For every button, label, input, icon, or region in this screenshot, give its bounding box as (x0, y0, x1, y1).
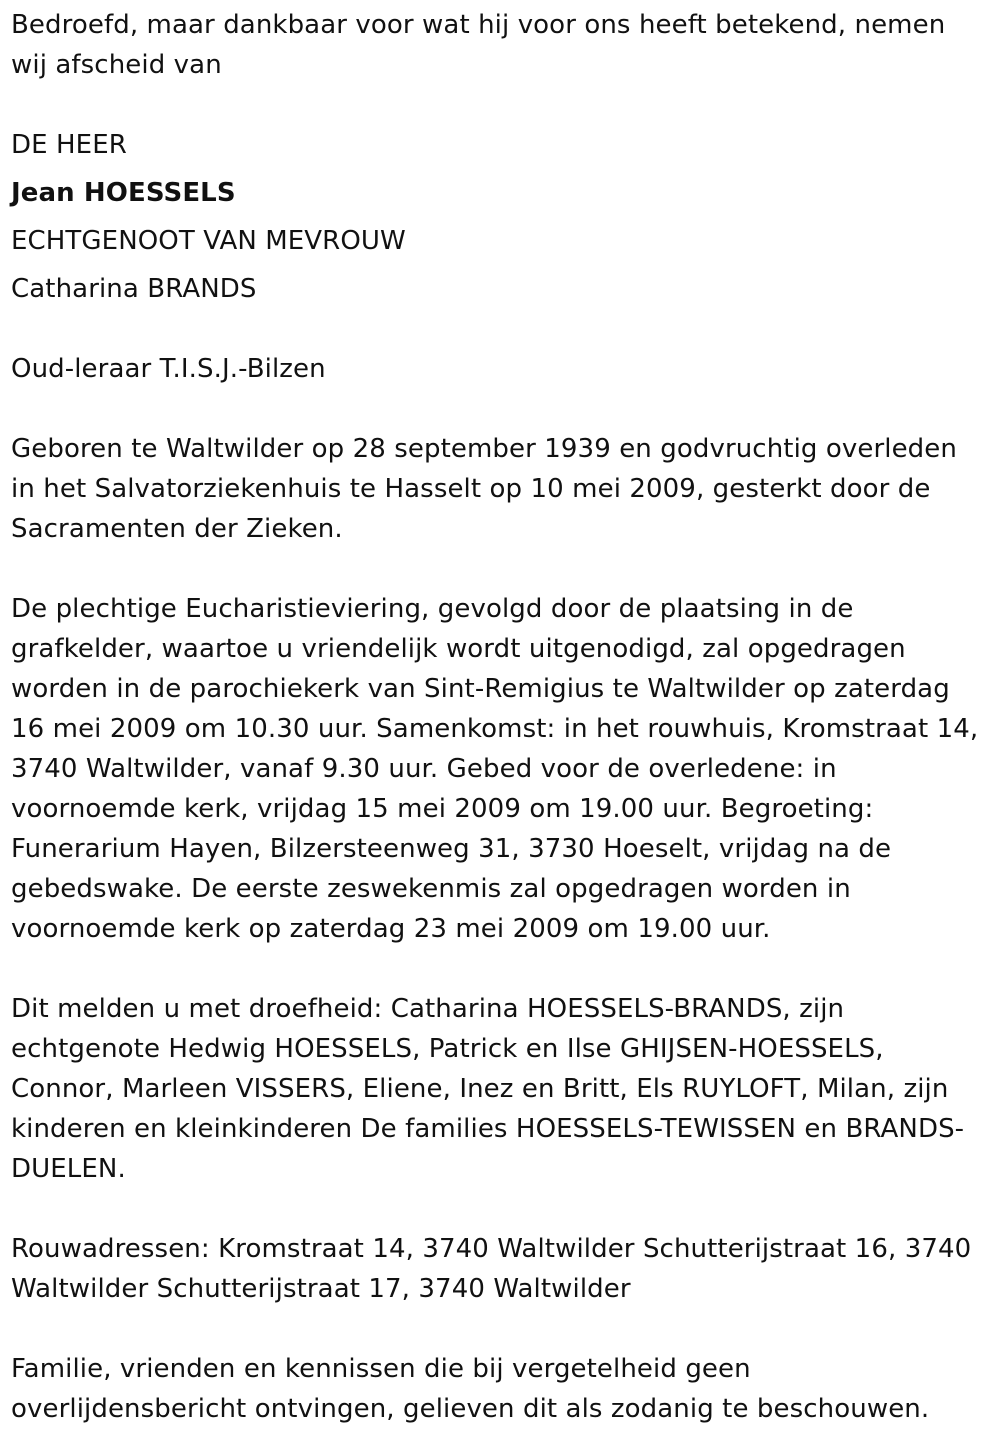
ceremony-line-8: gebedswake. De eerste zeswekenmis zal opgedragen worden in (11, 874, 851, 904)
ceremony-line-9: voornoemde kerk op zaterdag 23 mei 2009 om 19.00 uur. (11, 914, 771, 944)
birth-death-line-2: in het Salvatorziekenhuis te Hasselt op 10 mei 2009, gesterkt door de (11, 474, 931, 504)
notice-line-1: Familie, vrienden en kennissen die bij vergetelheid geen (11, 1354, 751, 1384)
ceremony-line-2: grafkelder, waartoe u vriendelijk wordt uitgenodigd, zal opgedragen (11, 634, 906, 664)
deceased-name: Jean HOESSELS (11, 178, 236, 208)
ceremony-line-6: voornoemde kerk, vrijdag 15 mei 2009 om 19.00 uur. Begroeting: (11, 794, 874, 824)
spouse-name: Catharina BRANDS (11, 274, 257, 304)
ceremony-line-3: worden in de parochiekerk van Sint-Remigius te Waltwilder op zaterdag (11, 674, 950, 704)
addresses-line-1: Rouwadressen: Kromstraat 14, 3740 Waltwilder Schutterijstraat 16, 3740 (11, 1234, 972, 1264)
title-prefix: DE HEER (11, 130, 127, 160)
family-line-3: Connor, Marleen VISSERS, Eliene, Inez en Britt, Els RUYLOFT, Milan, zijn (11, 1074, 949, 1104)
intro-line-1: Bedroefd, maar dankbaar voor wat hij voor ons heeft betekend, nemen (11, 10, 946, 40)
family-line-4: kinderen en kleinkinderen De families HOESSELS-TEWISSEN en BRANDS- (11, 1114, 965, 1144)
family-line-1: Dit melden u met droefheid: Catharina HOESSELS-BRANDS, zijn (11, 994, 845, 1024)
ceremony-line-7: Funerarium Hayen, Bilzersteenweg 31, 3730 Hoeselt, vrijdag na de (11, 834, 892, 864)
ceremony-line-4: 16 mei 2009 om 10.30 uur. Samenkomst: in het rouwhuis, Kromstraat 14, (11, 714, 979, 744)
ceremony-line-5: 3740 Waltwilder, vanaf 9.30 uur. Gebed voor de overledene: in (11, 754, 837, 784)
family-line-5: DUELEN. (11, 1154, 126, 1184)
ceremony-line-1: De plechtige Eucharistieviering, gevolgd door de plaatsing in de (11, 594, 854, 624)
addresses-line-2: Waltwilder Schutterijstraat 17, 3740 Waltwilder (11, 1274, 631, 1304)
occupation: Oud-leraar T.I.S.J.-Bilzen (11, 354, 326, 384)
family-line-2: echtgenote Hedwig HOESSELS, Patrick en Ilse GHIJSEN-HOESSELS, (11, 1034, 884, 1064)
birth-death-line-1: Geboren te Waltwilder op 28 september 1939 en godvruchtig overleden (11, 434, 957, 464)
birth-death-line-3: Sacramenten der Zieken. (11, 514, 343, 544)
intro-line-2: wij afscheid van (11, 50, 222, 80)
notice-line-2: overlijdensbericht ontvingen, gelieven dit als zodanig te beschouwen. (11, 1394, 930, 1424)
spouse-label: ECHTGENOOT VAN MEVROUW (11, 226, 406, 256)
